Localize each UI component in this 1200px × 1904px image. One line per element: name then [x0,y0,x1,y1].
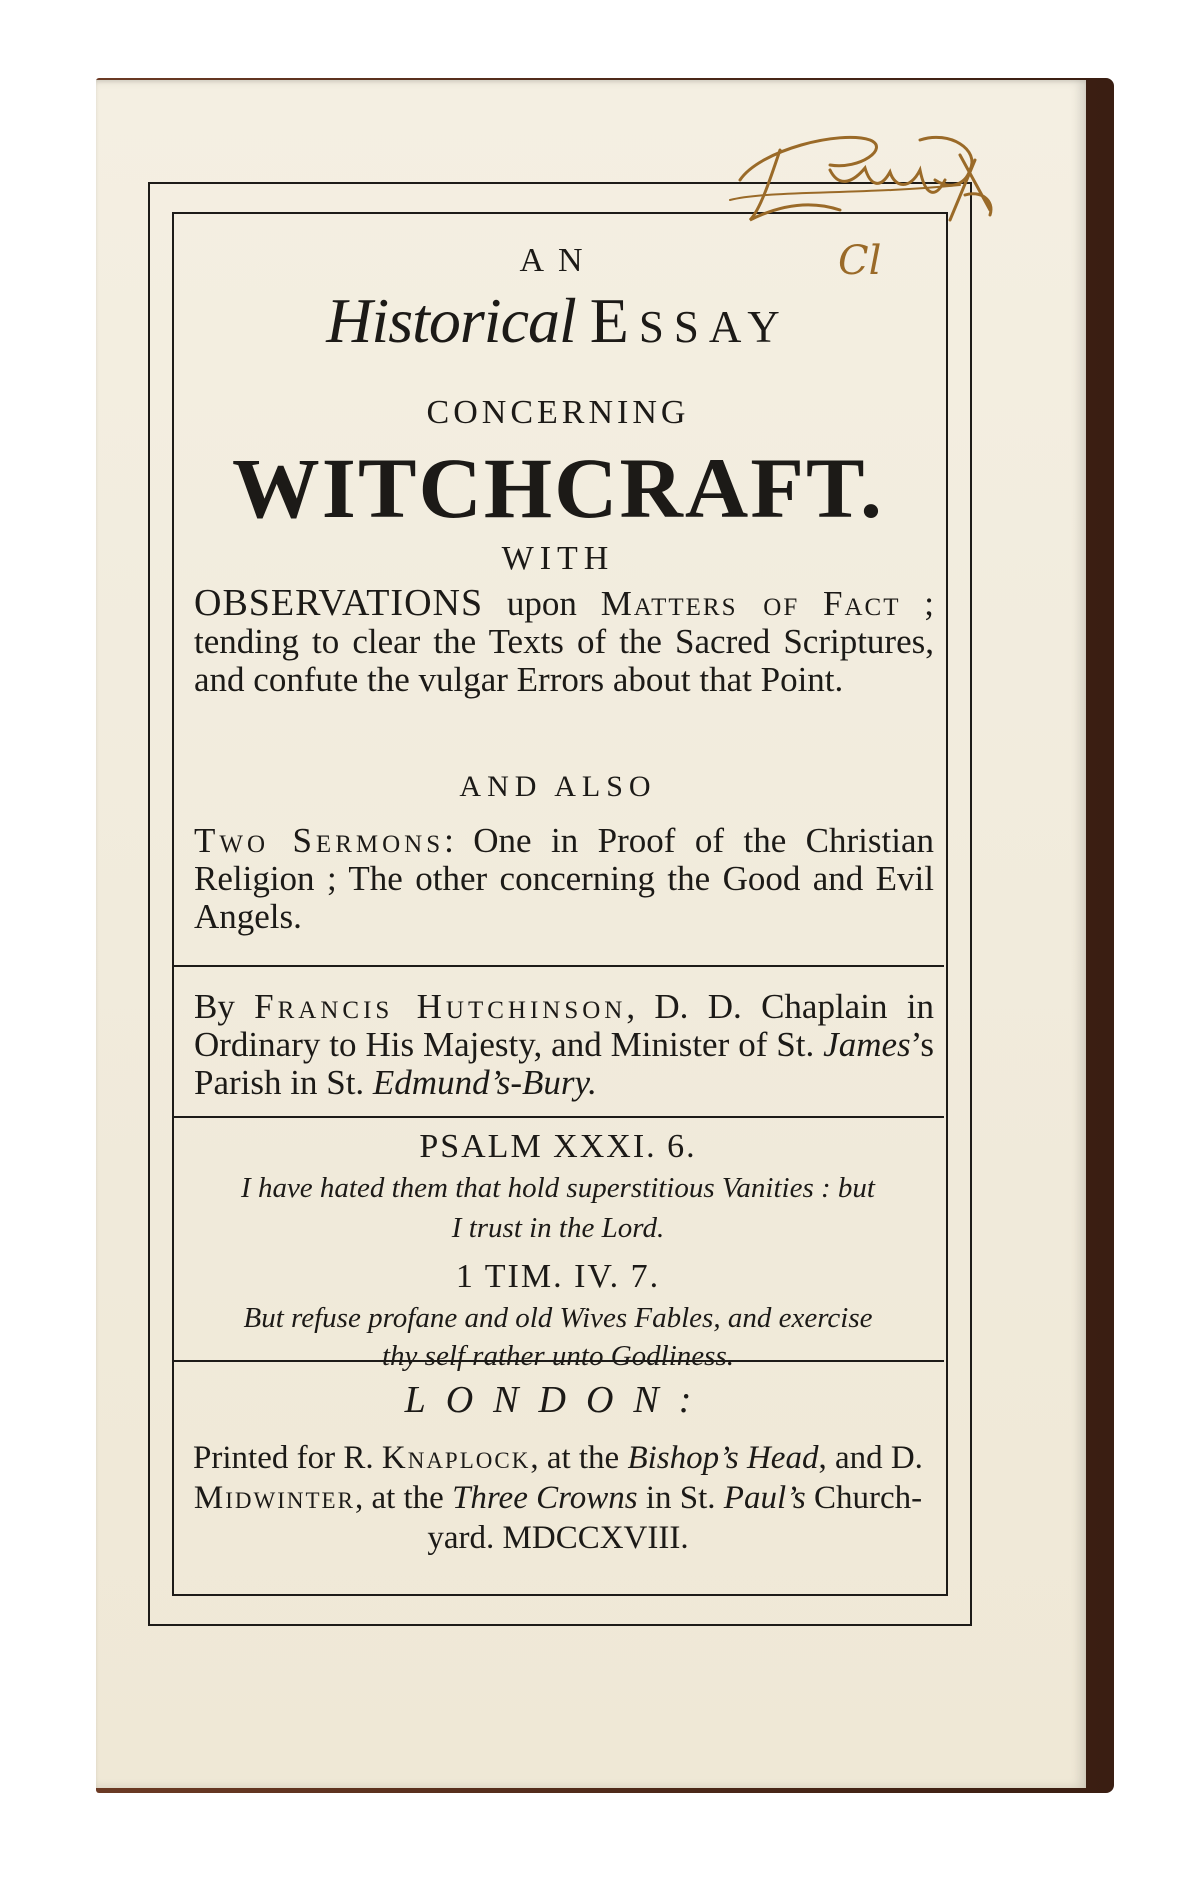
and-also: AND ALSO [459,770,657,803]
imprint-e: in St. [637,1480,724,1516]
psalm-reference: PSALM XXXI. 6. [419,1128,697,1165]
imprint-paragraph [172,1438,944,1558]
imprint-midwinter: Midwinter [193,1480,355,1516]
divider-rule [172,1116,944,1118]
obs-fact: Fact [823,584,901,623]
title-historical-essay [172,284,944,358]
divider-rule [172,1360,944,1362]
title-concerning: CONCERNING [426,394,690,431]
psalm-text-line-1: I have hated them that hold superstitious Vanities : but [241,1172,875,1204]
author-post-a: Chaplain in Ordinary to His Majesty, and Minister of St. [194,987,934,1064]
author-name: Francis Hutchinson [254,987,627,1026]
imprint-three-crowns: Three Crowns [452,1480,638,1516]
sermons-paragraph [194,822,934,936]
author-james: James [823,1025,911,1064]
author-paragraph [194,988,934,1102]
timothy-text-line-2: thy self rather unto Godliness. [381,1340,734,1372]
observations-paragraph [194,584,934,699]
author-by: By [194,987,255,1026]
title-with: WITH [501,540,615,577]
imprint-c: , and D. [818,1440,923,1476]
imprint-a: Printed for R. [193,1440,382,1476]
obs-upon: upon [483,584,601,623]
imprint-b: , at the [530,1440,628,1476]
title-an: AN [519,242,597,279]
author-edmunds: Edmund’s-Bury. [372,1063,597,1102]
title-essay: Essay [589,285,790,356]
title-witchcraft: WITCHCRAFT. [232,440,884,536]
obs-matters-of: Matters of [600,584,800,623]
sermons-rest: : One in Proof of the Christian Religion ; The other concerning the Good and Evil Angels. [194,821,934,936]
obs-word: OBSERVATIONS [194,582,484,624]
imprint-pauls: Paul’s [723,1480,806,1516]
signature-mark: Cl [838,238,882,284]
two-sermons: Two Sermons [194,821,445,860]
imprint-bishops-head: Bishop’s Head [627,1440,819,1476]
imprint-london: LONDON: [404,1379,712,1421]
imprint-f: Church-yard. MDCCXVIII. [427,1480,923,1556]
title-historical: Historical [326,285,576,356]
imprint-knaplock: Knaplock [381,1440,531,1476]
obs-rest: ; tending to clear the Texts of the Sacred Scriptures, and confute the vulgar Errors about that Point. [194,584,935,699]
title-page-text [172,212,944,1592]
divider-rule [172,965,944,967]
imprint-d: , at the [354,1480,453,1516]
author-degree: , D. D. [626,987,742,1026]
author-post-b: ’s Parish in St. [194,1025,934,1102]
timothy-text-line-1: But refuse profane and old Wives Fables, and exercise [243,1302,873,1334]
timothy-reference: 1 TIM. IV. 7. [455,1258,661,1295]
psalm-text-line-2: I trust in the Lord. [451,1212,665,1244]
